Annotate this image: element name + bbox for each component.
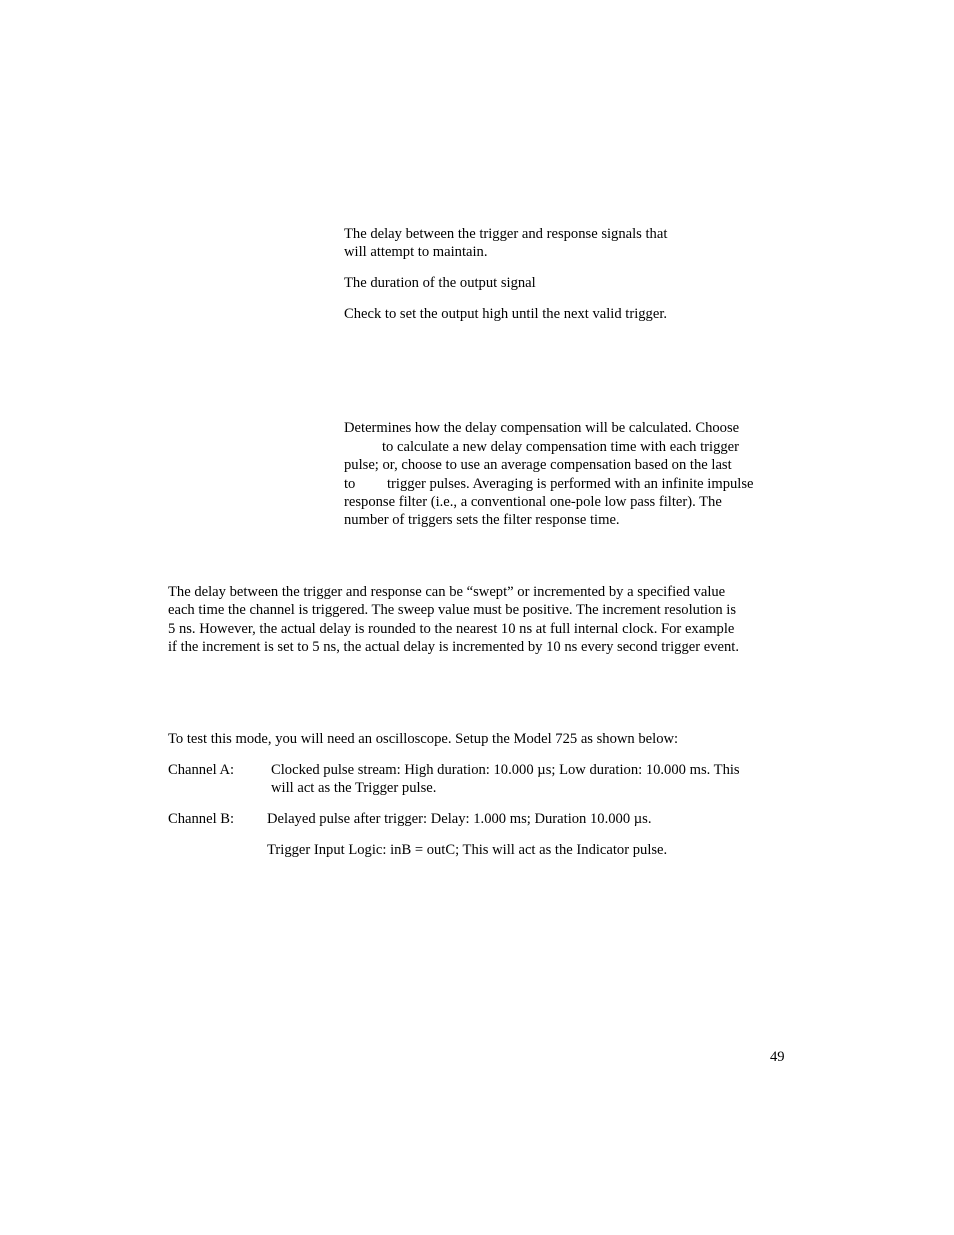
duration-description: The duration of the output signal [344,275,536,291]
delay-description-line-1: The delay between the trigger and response signals that [344,226,668,242]
compensation-description-line-4a: to [344,476,356,492]
channel-b-line-1: Delayed pulse after trigger: Delay: 1.000 ms; Duration 10.000 µs. [267,811,652,827]
compensation-description-line-4b: trigger pulses. Averaging is performed with an infinite impulse [387,476,754,492]
channel-a-line-1: Clocked pulse stream: High duration: 10.000 µs; Low duration: 10.000 ms. This [271,762,740,778]
channel-a-line-2: will act as the Trigger pulse. [271,780,437,796]
channel-b-line-2: Trigger Input Logic: inB = outC; This will act as the Indicator pulse. [267,842,668,858]
sweep-paragraph-line-4: if the increment is set to 5 ns, the actual delay is incremented by 10 ns every second trigger event. [168,639,740,655]
sweep-paragraph-line-2: each time the channel is triggered. The sweep value must be positive. The increment resolution is [168,602,737,618]
sweep-paragraph-line-1: The delay between the trigger and response can be “swept” or incremented by a specified value [168,584,726,600]
page-number: 49 [770,1049,785,1065]
channel-a-label: Channel A: [168,762,235,778]
compensation-description-line-6: number of triggers sets the filter response time. [344,512,620,528]
sweep-paragraph-line-3: 5 ns. However, the actual delay is rounded to the nearest 10 ns at full internal clock. For example [168,621,735,637]
delay-description-line-2: will attempt to maintain. [344,244,488,260]
channel-b-label: Channel B: [168,811,235,827]
hold-description: Check to set the output high until the next valid trigger. [344,306,668,322]
compensation-description-line-2: to calculate a new delay compensation time with each trigger [382,439,739,455]
compensation-description-line-3: pulse; or, choose to use an average compensation based on the last [344,457,732,473]
compensation-description-line-1: Determines how the delay compensation will be calculated. Choose [344,420,740,436]
test-intro: To test this mode, you will need an oscilloscope. Setup the Model 725 as shown below: [168,731,679,747]
compensation-description-line-5: response filter (i.e., a conventional one-pole low pass filter). The [344,494,722,510]
